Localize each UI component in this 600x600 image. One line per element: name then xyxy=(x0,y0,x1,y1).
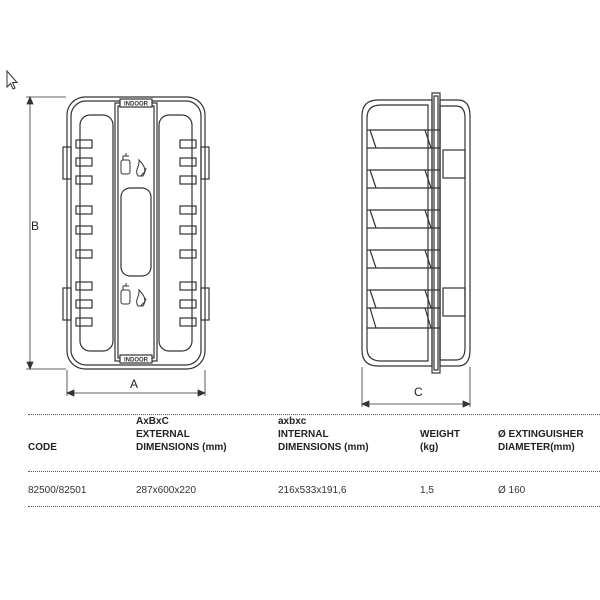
side-view xyxy=(362,93,470,373)
table-row xyxy=(28,472,600,506)
cell-extinguisher-diameter: Ø 160 xyxy=(498,485,526,496)
table-header-row xyxy=(28,415,600,471)
header-external-dimensions xyxy=(136,415,266,454)
cell-external-dimensions: 287x600x220 xyxy=(136,485,197,496)
dimension-b-label: B xyxy=(31,219,40,233)
dimension-b xyxy=(26,97,66,369)
extinguisher-icon xyxy=(121,153,130,174)
header-line: axbxc xyxy=(278,416,307,427)
header-extinguisher-diameter xyxy=(498,415,600,454)
brand-label-bottom: INDOOR xyxy=(124,357,148,364)
dimension-a-label: A xyxy=(130,377,139,391)
cell-internal-dimensions: 216x533x191,6 xyxy=(278,485,347,496)
header-line xyxy=(28,415,128,428)
table-divider xyxy=(28,506,600,507)
header-line xyxy=(420,415,490,428)
flame-icon xyxy=(137,160,146,176)
header-line: (kg) xyxy=(420,442,439,453)
extinguisher-icon xyxy=(121,283,130,304)
front-view xyxy=(63,97,209,369)
spec-table xyxy=(28,414,600,507)
header-line: Ø EXTINGUISHER xyxy=(498,429,584,440)
header-line: EXTERNAL xyxy=(136,429,190,440)
header-line: WEIGHT xyxy=(420,429,460,440)
header-line xyxy=(498,415,600,428)
header-internal-dimensions xyxy=(278,415,408,454)
header-line: DIAMETER(mm) xyxy=(498,442,575,453)
header-line xyxy=(28,428,128,441)
header-line: CODE xyxy=(28,442,57,453)
cell-code: 82500/82501 xyxy=(28,485,87,496)
header-line: DIMENSIONS (mm) xyxy=(136,442,227,453)
header-code xyxy=(28,415,128,454)
cursor-arrow-icon xyxy=(7,71,17,89)
header-weight xyxy=(420,415,490,454)
header-line: DIMENSIONS (mm) xyxy=(278,442,369,453)
flame-icon xyxy=(137,290,146,306)
header-line: INTERNAL xyxy=(278,429,329,440)
cell-weight: 1,5 xyxy=(420,485,434,496)
brand-label-top: INDOOR xyxy=(124,101,148,108)
header-line: AxBxC xyxy=(136,416,169,427)
dimension-c-label: C xyxy=(414,385,423,399)
